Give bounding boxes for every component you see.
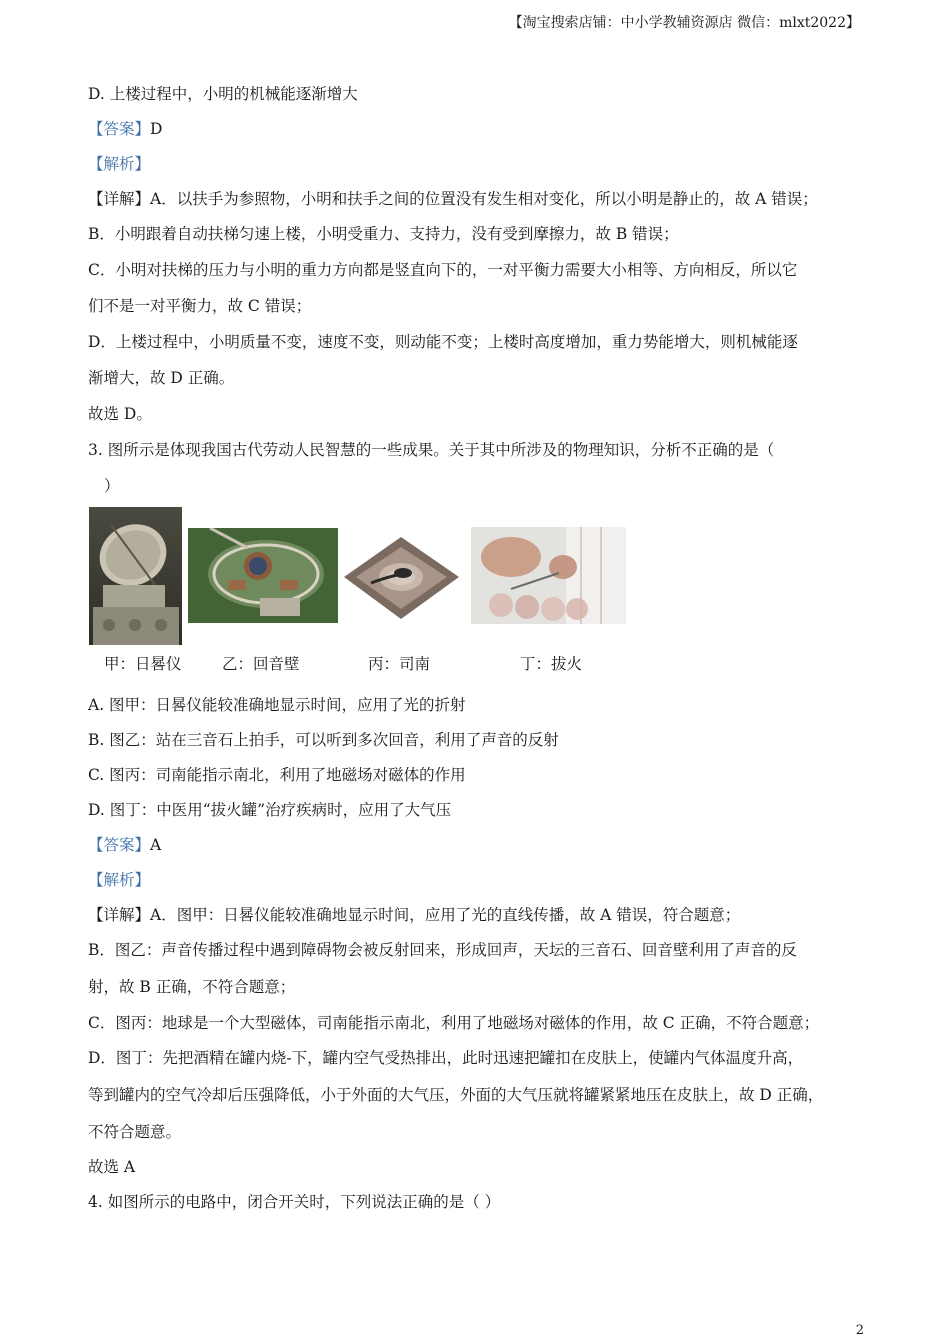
- q3-detail-b1: B．图乙：声音传播过程中遇到障碍物会被反射回来，形成回声，天坛的三音石、回音壁利用了声音的反: [88, 941, 797, 959]
- q3-stem-close: ）: [104, 477, 120, 495]
- q3-detail-b2: 射，故 B 正确，不符合题意；: [88, 978, 296, 996]
- q3-answer-row: [88, 833, 161, 855]
- q3-detail-d1: D．图丁：先把酒精在罐内烧-下，罐内空气受热排出，此时迅速把罐扣在皮肤上，使罐内气体温度升高，: [88, 1049, 804, 1067]
- caption-ding: 丁：拔火: [520, 655, 583, 673]
- q2-detail-d2: 渐增大，故 D 正确。: [88, 369, 235, 387]
- answer-tag: 【答案】: [88, 120, 151, 138]
- caption-yi: 乙：回音壁: [222, 655, 300, 673]
- q3-option-c: C. 图丙：司南能指示南北，利用了地磁场对磁体的作用: [88, 766, 466, 784]
- q2-option-d: D. 上楼过程中，小明的机械能逐渐增大: [88, 85, 358, 103]
- cupping-photo: [471, 527, 626, 624]
- q2-detail-d1: D．上楼过程中，小明质量不变，速度不变，则动能不变；上楼时高度增加，重力势能增大，则机械能逐: [88, 333, 798, 351]
- q2-detail-c1: C．小明对扶梯的压力与小明的重力方向都是竖直向下的，一对平衡力需要大小相等、方向相反，所以它: [88, 261, 798, 279]
- analysis-tag: 【解析】: [88, 871, 151, 889]
- q3-detail-a: [88, 903, 740, 925]
- q3-detail-c: C．图丙：地球是一个大型磁体，司南能指示南北，利用了地磁场对磁体的作用，故 C 正确，不符合题意；: [88, 1014, 820, 1032]
- answer-value: A: [150, 836, 162, 854]
- q3-option-b: B. 图乙：站在三音石上拍手，可以听到多次回音，利用了声音的反射: [88, 731, 559, 749]
- analysis-tag: 【解析】: [88, 155, 151, 173]
- q3-option-d: D. 图丁：中医用“拔火罐”治疗疾病时，应用了大气压: [88, 801, 452, 819]
- detail-text: A．图甲：日晷仪能较准确地显示时间，应用了光的直线传播，故 A 错误，符合题意；: [150, 906, 741, 924]
- q2-answer-row: [88, 117, 162, 139]
- q3-detail-d2: 等到罐内的空气冷却后压强降低，小于外面的大气压，外面的大气压就将罐紧紧地压在皮肤上，故 D 正确，: [88, 1086, 824, 1104]
- sinan-compass-photo: [341, 533, 462, 623]
- q2-conclusion: 故选 D。: [88, 405, 152, 423]
- q3-conclusion: 故选 A: [88, 1158, 136, 1176]
- q3-option-a: A. 图甲：日晷仪能较准确地显示时间，应用了光的折射: [88, 696, 466, 714]
- page-number: 2: [855, 1323, 864, 1338]
- q2-detail-a: [88, 187, 818, 209]
- q3-stem: 3. 图所示是体现我国古代劳动人民智慧的一些成果。关于其中所涉及的物理知识，分析不正确的是（: [88, 441, 775, 459]
- answer-value: D: [150, 120, 163, 138]
- sundial-photo: [89, 507, 182, 645]
- answer-tag: 【答案】: [88, 836, 151, 854]
- q2-detail-b: B．小明跟着自动扶梯匀速上楼，小明受重力、支持力，没有受到摩擦力，故 B 错误；: [88, 225, 679, 243]
- caption-jia: 甲：日晷仪: [104, 655, 182, 673]
- detail-tag: 【详解】: [88, 190, 151, 208]
- page-header: 【淘宝搜索店铺：中小学教辅资源店 微信：mlxt2022】: [508, 15, 860, 31]
- detail-text: A．以扶手为参照物，小明和扶手之间的位置没有发生相对变化，所以小明是静止的，故 A 错误；: [150, 190, 818, 208]
- echo-wall-photo: [188, 528, 338, 623]
- detail-tag: 【详解】: [88, 906, 151, 924]
- q4-stem: 4. 如图所示的电路中，闭合开关时，下列说法正确的是（ ）: [88, 1193, 501, 1211]
- caption-bing: 丙：司南: [368, 655, 431, 673]
- q2-detail-c2: 们不是一对平衡力，故 C 错误；: [88, 297, 312, 315]
- q3-detail-d3: 不符合题意。: [88, 1123, 182, 1141]
